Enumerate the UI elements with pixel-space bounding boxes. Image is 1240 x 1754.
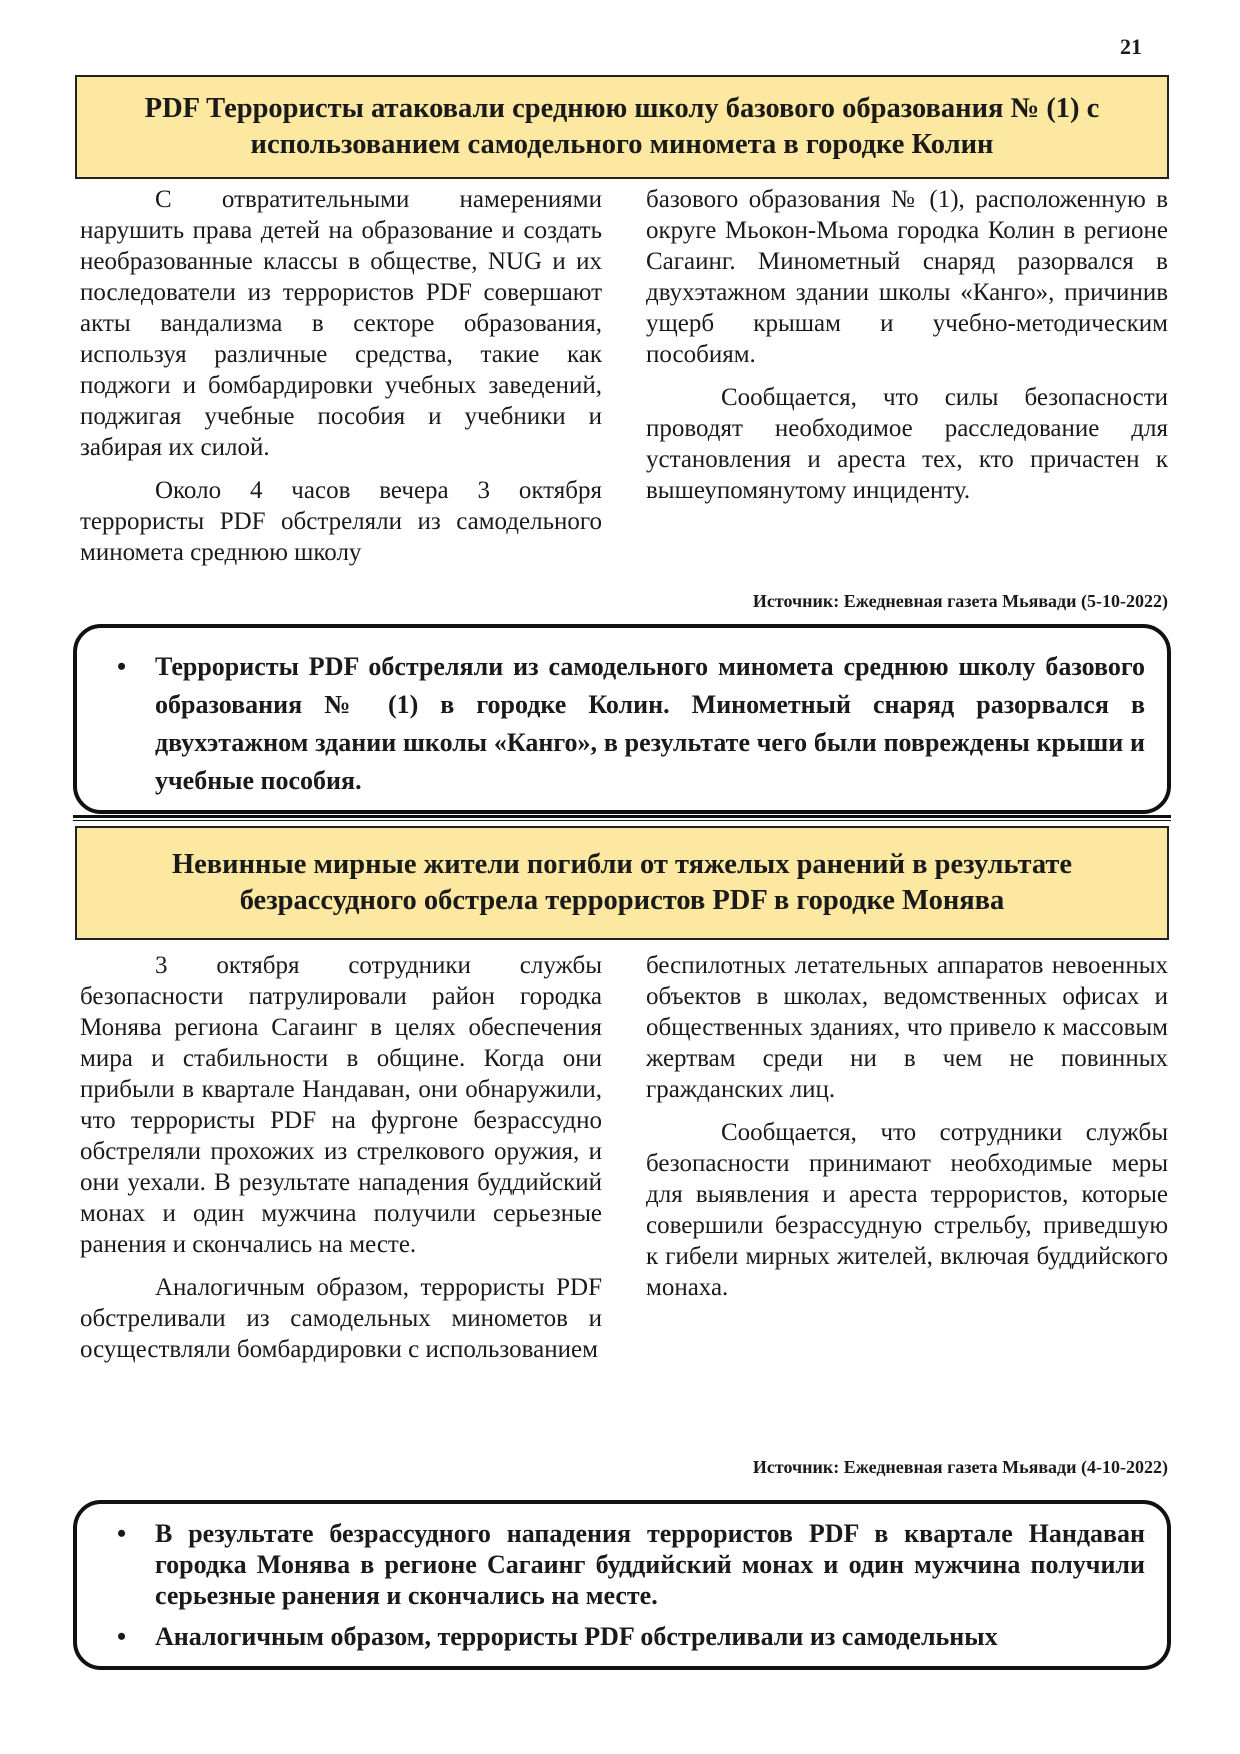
article-1-paragraph-3: Сообщается, что силы безопасности проводят необходимое расследование для установления и ареста тех, кто причастен к вышеупомянутому инциденту.: [646, 384, 1168, 504]
article-2-summary-item-2: [117, 1621, 1145, 1652]
article-2-paragraph-3: Сообщается, что сотрудники службы безопасности принимают необходимые меры для выявления и ареста террористов, которые совершили безрассудную стрельбу, приведшую к гибели мирных жителей, включая буддийского монаха.: [646, 1119, 1168, 1301]
article-1-summary-list: [117, 648, 1145, 800]
bullet-icon: •: [117, 1519, 127, 1548]
article-2-paragraph-1: 3 октября сотрудники службы безопасности патрулировали район городка Монява региона Сагаинг в целях обеспечения мира и стабильности в общине. Когда они прибыли в квартале Нандаван, они обнаружили, что террористы PDF на фургоне безрассудно обстреляли прохожих из стрелкового оружия, и они уехали. В результате нападения буддийский монах и один мужчина получили серьезные ранения и скончались на месте.: [80, 952, 602, 1258]
article-2-summary-text-1: В результате безрассудного нападения террористов PDF в квартале Нандаван городка Монява в регионе Сагаинг буддийский монах и один мужчина получили серьезные ранения и скончались на месте.: [155, 1519, 1145, 1610]
bullet-icon: •: [117, 652, 127, 681]
article-2-left-column: [80, 950, 602, 1377]
article-2-headline-text: Невинные мирные жители погибли от тяжелых ранений в результате безрассудного обстрела террористов PDF в городке Монява: [171, 849, 1073, 916]
article-2-source: Источник: Ежедневная газета Мьявади (4-10-2022): [752, 1457, 1168, 1477]
article-1-summary-box: [73, 624, 1171, 814]
article-1-summary-item: [117, 648, 1145, 800]
article-1-right-column: [646, 184, 1168, 518]
article-1-paragraph-2-continued: базового образования № (1), расположенную в округе Мьокон-Мьома городка Колин в регионе Сагаинг. Минометный снаряд разорвался в двухэтажном здании школы «Канго», причинив ущерб крышам и учебно-методическим пособиям.: [646, 186, 1168, 368]
page-number: 21: [1120, 34, 1142, 59]
article-1-headline: [75, 75, 1169, 179]
article-2-summary-list: [117, 1518, 1145, 1652]
article-2-summary-box: [73, 1500, 1171, 1670]
article-2-paragraph-2: Аналогичным образом, террористы PDF обстреливали из самодельных минометов и осуществляли бомбардировки с использованием: [80, 1274, 602, 1363]
article-1-source: Источник: Ежедневная газета Мьявади (5-10-2022): [752, 591, 1168, 611]
article-2-headline: [75, 826, 1169, 940]
article-2-paragraph-2-continued: беспилотных летательных аппаратов невоенных объектов в школах, ведомственных офисах и общественных зданиях, что привело к массовым жертвам среди ни в чем не повинных гражданских лиц.: [646, 952, 1168, 1103]
article-1-paragraph-1: С отвратительными намерениями нарушить права детей на образование и создать необразованные классы в обществе, NUG и их последователи из террористов PDF совершают акты вандализма в секторе образования, используя различные средства, такие как поджоги и бомбардировки учебных заведений, поджигая учебные пособия и учебники и забирая их силой.: [80, 186, 602, 461]
bullet-icon: •: [117, 1622, 127, 1651]
article-1-paragraph-2: Около 4 часов вечера 3 октября террористы PDF обстреляли из самодельного миномета среднюю школу: [80, 477, 602, 566]
article-1-summary-text: Террористы PDF обстреляли из самодельного миномета среднюю школу базового образования № (1) в городке Колин. Минометный снаряд разорвался в двухэтажном здании школы «Канго», в результате чего были повреждены крыши и учебные пособия.: [155, 652, 1145, 795]
section-divider: [73, 815, 1171, 821]
article-2-summary-item-1: [117, 1518, 1145, 1611]
article-2-summary-text-2: Аналогичным образом, террористы PDF обстреливали из самодельных: [155, 1622, 998, 1651]
article-2-right-column: [646, 950, 1168, 1315]
article-1-left-column: [80, 184, 602, 580]
article-1-headline-text: PDF Террористы атаковали среднюю школу базового образования № (1) с использованием самодельного миномета в городке Колин: [144, 93, 1100, 160]
